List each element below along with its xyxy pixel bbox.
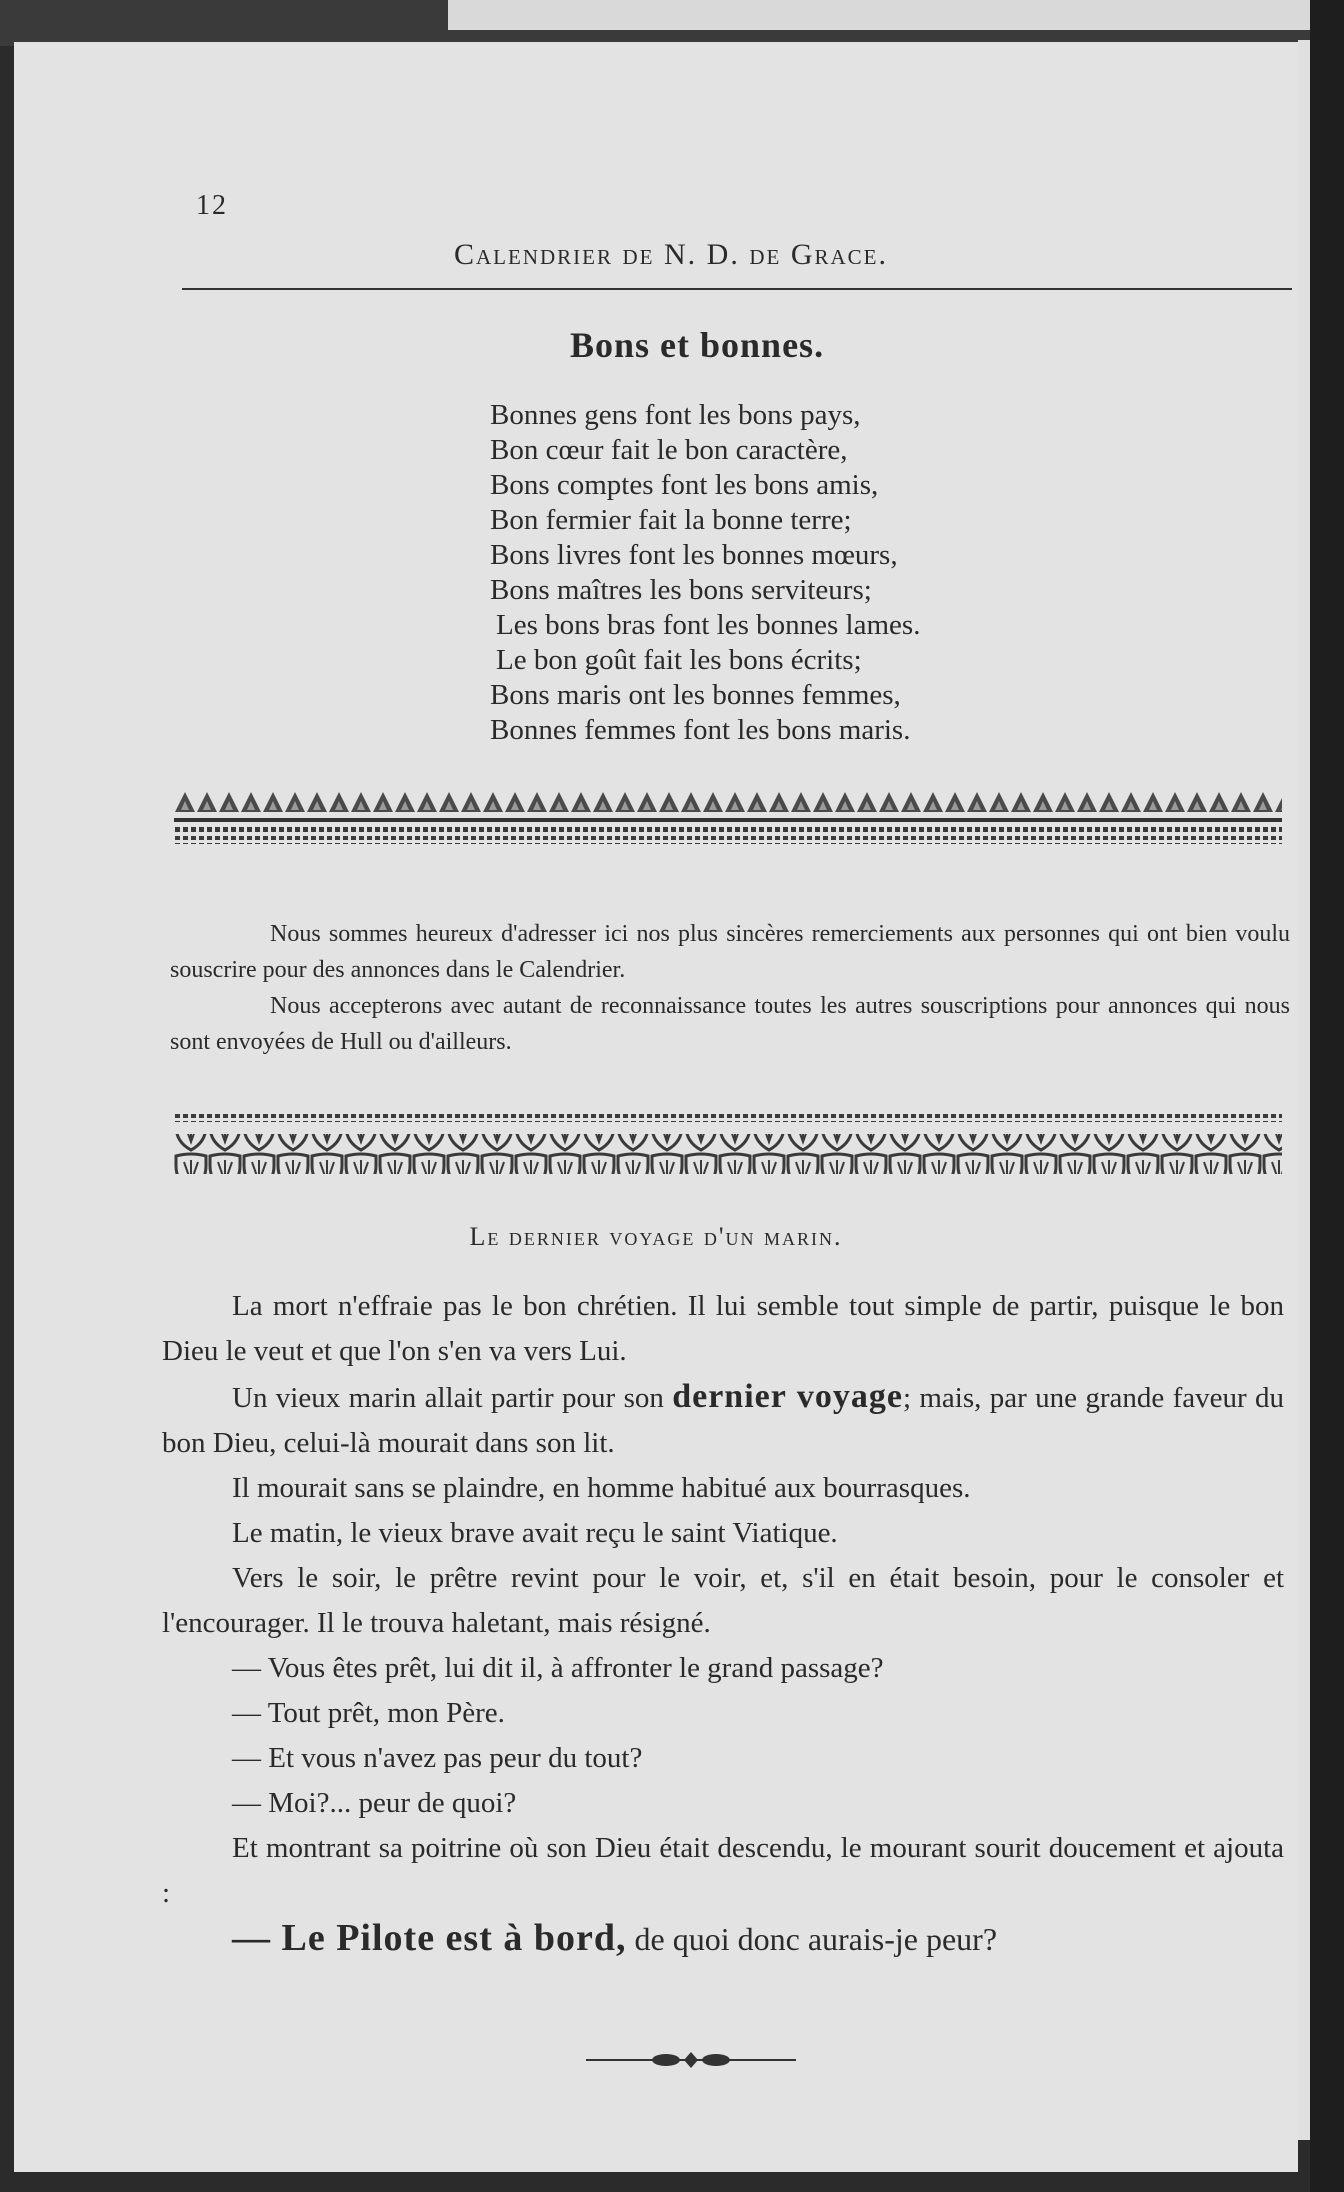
story-title-text: Le dernier voyage d'un marin. [469,1222,843,1251]
poem-line: Le bon goût fait les bons écrits; [496,644,862,676]
text-run: ; mais, par une grande faveur du bon Dieu, celui-là mourait dans son lit. [162,1382,1285,1459]
text-run: de quoi donc aurais-je peur? [626,1921,998,1957]
header-rule [182,288,1292,290]
story-paragraph: Vers le soir, le prêtre revint pour le voir, et, s'il en était besoin, pour le consoler et l'encourager. Il le trouva haletant, mais résigné. [162,1562,1284,1639]
poem-line: Bons maris ont les bonnes femmes, [490,679,901,711]
page-number: 12 [196,190,228,221]
poem-line: Bon cœur fait le bon caractère, [490,434,848,466]
scan-right-edge [1310,0,1344,2192]
poem-line: Bonnes gens font les bons pays, [490,399,861,431]
notice-paragraph: Nous sommes heureux d'adresser ici nos plus sincères remerciements aux personnes qui ont bien voulu souscrire pour des annonces dans le Calendrier. [170,921,1290,983]
tailpiece-ornament [586,2048,796,2072]
story-body [162,1284,1284,1962]
emphasis-dernier-voyage: dernier voyage [672,1378,903,1415]
calendar-page [14,42,1298,2172]
page-stack-edge [1298,40,1310,2140]
ornamental-border-bottom [174,1112,1282,1178]
poem-line: Bons livres font les bonnes mœurs, [490,539,898,571]
poem-line: Bons maîtres les bons serviteurs; [490,574,872,606]
poem-line: Bonnes femmes font les bons maris. [490,714,911,746]
dialogue-line: — Moi?... peur de quoi? [232,1787,517,1819]
dialogue-line: — Tout prêt, mon Père. [232,1697,505,1729]
story-paragraph: Et montrant sa poitrine où son Dieu était descendu, le mourant sourit doucement et ajouta : [162,1832,1284,1909]
poem-line: Les bons bras font les bonnes lames. [496,609,921,641]
poem-line: Bons comptes font les bons amis, [490,469,879,501]
poem-line: Bon fermier fait la bonne terre; [490,504,852,536]
story-paragraph: La mort n'effraie pas le bon chrétien. Il lui semble tout simple de partir, puisque le bon Dieu le veut et que l'on s'en va vers Lui. [162,1290,1284,1367]
dialogue-line: — Et vous n'avez pas peur du tout? [232,1742,643,1774]
emphasis-pilote: — Le Pilote est à bord, [232,1917,627,1959]
story-paragraph [162,1374,1284,1466]
text-run: Un vieux marin allait partir pour son [232,1382,673,1414]
notice-paragraph: Nous accepterons avec autant de reconnaissance toutes les autres souscriptions pour annonces qui nous sont envoyées de Hull ou d'ailleurs. [170,993,1290,1055]
poem-title: Bons et bonnes. [570,325,825,365]
final-line [162,1916,1284,1962]
story-title [14,1222,1298,1252]
next-sheet-edge [448,0,1328,30]
story-paragraph: Le matin, le vieux brave avait reçu le saint Viatique. [232,1517,838,1549]
acknowledgement-notice [170,916,1290,1060]
running-head: Calendrier de N. D. de Grace. [454,238,888,271]
poem [490,398,920,748]
ornamental-border-top [174,786,1282,848]
dialogue-line: — Vous êtes prêt, lui dit il, à affronter le grand passage? [232,1652,884,1684]
story-paragraph: Il mourait sans se plaindre, en homme habitué aux bourrasques. [232,1472,971,1504]
